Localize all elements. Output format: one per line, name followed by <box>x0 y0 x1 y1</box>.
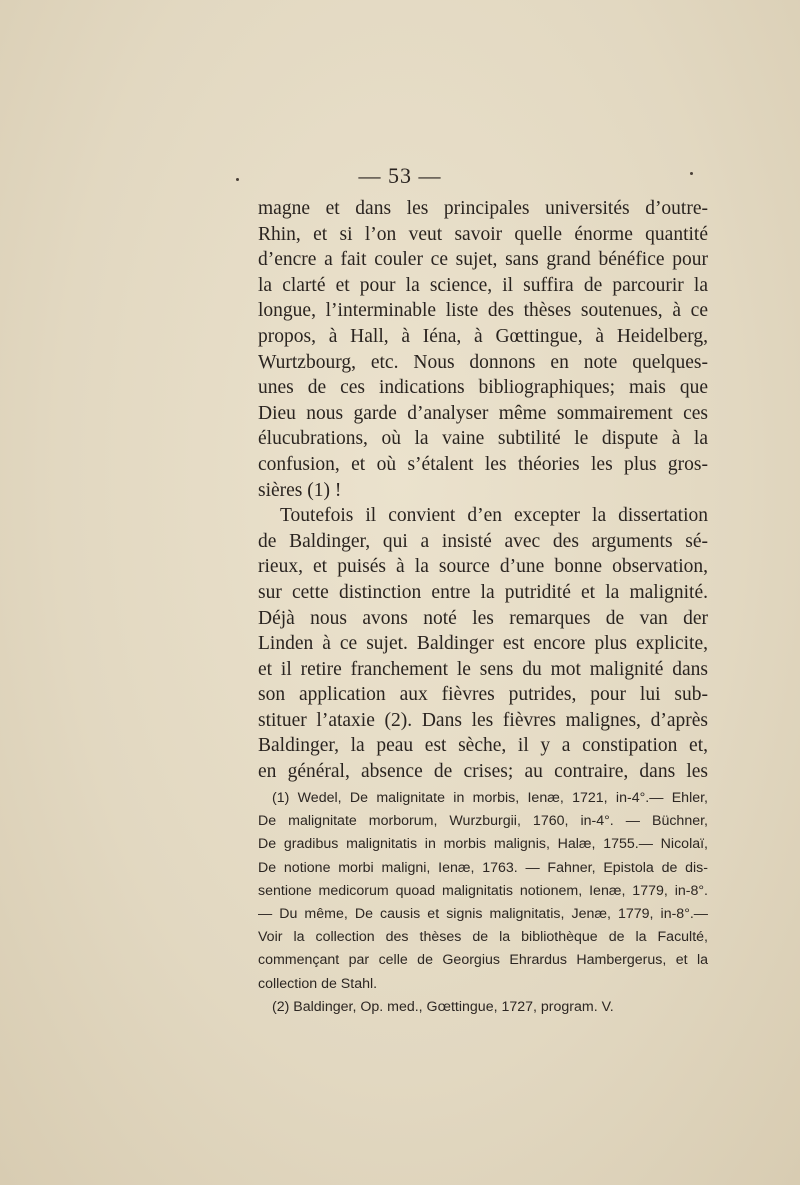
page-number: — 53 — <box>358 163 442 188</box>
footnote-line: — Du même, De causis et signis malignitatis, Jenæ, 1779, in-8°.— <box>258 905 708 922</box>
footnotes <box>258 787 708 1019</box>
text-line: rieux, et puisés à la source d’une bonne observation, <box>258 556 708 578</box>
text-line: Rhin, et si l’on veut savoir quelle énorme quantité <box>258 223 708 245</box>
text-line: sur cette distinction entre la putridité et la malignité. <box>258 581 708 603</box>
text-line: son application aux fièvres putrides, pour lui sub- <box>258 684 708 706</box>
text-line: d’encre a fait couler ce sujet, sans grand bénéfice pour <box>258 249 708 271</box>
text-line: Dieu nous garde d’analyser même sommairement ces <box>258 402 708 424</box>
footnote-line: (2) Baldinger, Op. med., Gœttingue, 1727, program. V. <box>272 998 614 1015</box>
text-line: Toutefois il convient d’en excepter la dissertation <box>280 505 708 527</box>
text-line: magne et dans les principales universités d’outre- <box>258 198 708 219</box>
text-line: confusion, et où s’étalent les théories les plus gros- <box>258 453 708 475</box>
text-line: Wurtzbourg, etc. Nous donnons en note quelques- <box>258 351 708 373</box>
text-line: Linden à ce sujet. Baldinger est encore plus explicite, <box>258 633 708 655</box>
text-line: la clarté et pour la science, il suffira de parcourir la <box>258 274 708 296</box>
text-line: et il retire franchement le sens du mot malignité dans <box>258 658 708 680</box>
footnote-line: Voir la collection des thèses de la bibliothèque de la Faculté, <box>258 929 708 946</box>
text-line: élucubrations, où la vaine subtilité le dispute à la <box>258 428 708 450</box>
text-line: propos, à Hall, à Iéna, à Gœttingue, à Heidelberg, <box>258 325 708 347</box>
footnote-line: De notione morbi maligni, Ienæ, 1763. — Fahner, Epistola de dis- <box>258 859 708 876</box>
text-line: longue, l’interminable liste des thèses soutenues, à ce <box>258 300 708 322</box>
footnote-line: De malignitate morborum, Wurzburgii, 1760, in-4°. — Büchner, <box>258 813 708 830</box>
text-line: unes de ces indications bibliographiques; mais que <box>258 377 708 399</box>
text-line: en général, absence de crises; au contraire, dans les <box>258 761 708 783</box>
footnote-line: (1) Wedel, De malignitate in morbis, Ienæ, 1721, in-4°.— Ehler, <box>272 790 708 806</box>
main-text <box>258 196 708 785</box>
footnote-line: commençant par celle de Georgius Ehrardus Hambergerus, et la <box>258 952 708 969</box>
footnote-line: De gradibus malignitatis in morbis malignis, Halæ, 1755.— Nicolaï, <box>258 836 708 853</box>
text-line: sières (1) ! <box>258 479 342 501</box>
text-line: de Baldinger, qui a insisté avec des arguments sé- <box>258 530 708 552</box>
text-line: Baldinger, la peau est sèche, il y a constipation et, <box>258 735 708 757</box>
footnote-line: sentione medicorum quoad malignitatis notionem, Ienæ, 1779, in-8°. <box>258 882 708 899</box>
text-line: stituer l’ataxie (2). Dans les fièvres malignes, d’après <box>258 709 708 731</box>
text-line: Déjà nous avons noté les remarques de van der <box>258 607 708 629</box>
footnote-line: collection de Stahl. <box>258 975 378 992</box>
